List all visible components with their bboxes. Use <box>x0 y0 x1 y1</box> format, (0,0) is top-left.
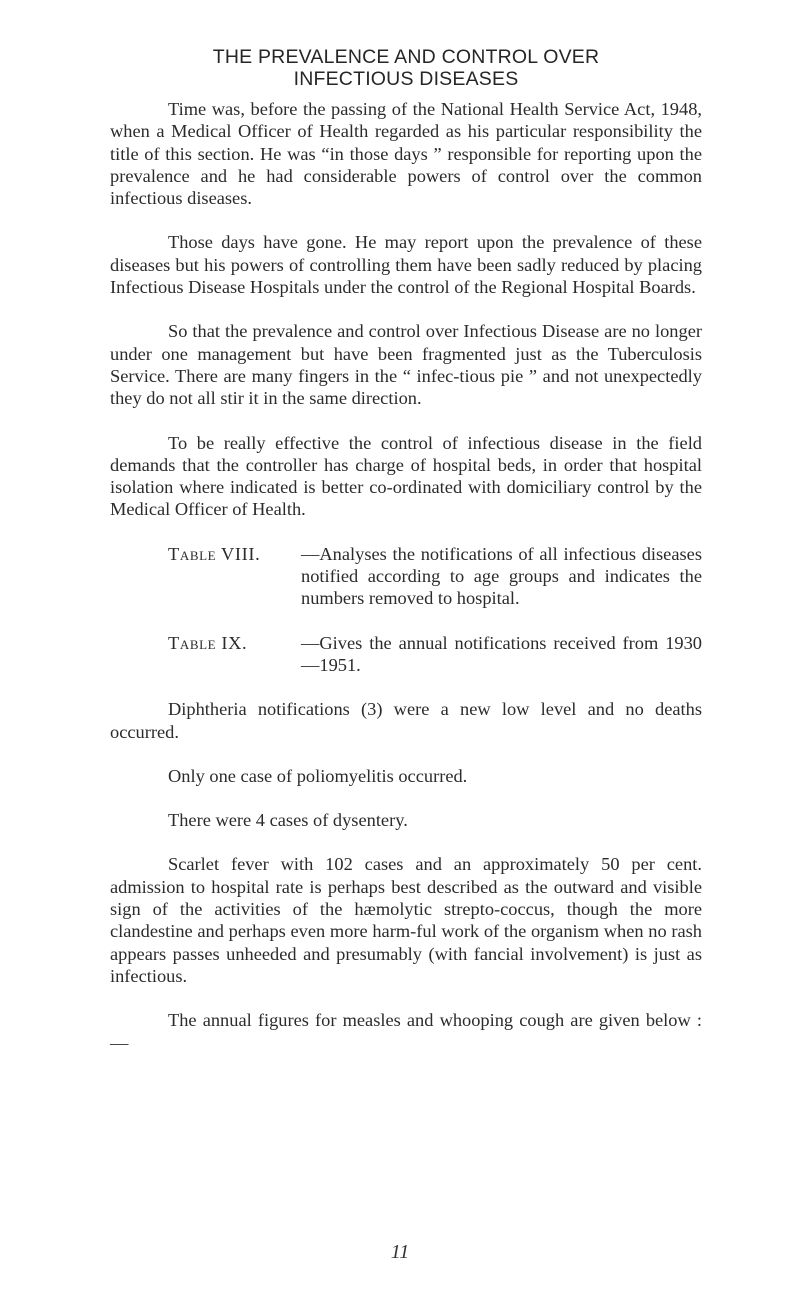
document-page <box>110 46 702 1054</box>
title-line-1: THE PREVALENCE AND CONTROL OVER <box>212 46 600 68</box>
paragraph-effective-control: To be really effective the control of infectious disease in the field demands that the controller has charge of hospital beds, in order that hospital isolation where indicated is better co-ordinated with domiciliary control by the Medical Officer of Health. <box>110 432 702 520</box>
paragraph-measles-whooping-cough: The annual figures for measles and whooping cough are given below :— <box>110 1010 702 1053</box>
table-viii-note <box>110 543 702 610</box>
page-number: 11 <box>390 1241 410 1263</box>
page-title <box>110 46 702 90</box>
title-line-2: INFECTIOUS DISEASES <box>293 68 519 90</box>
table-ix-text: —Gives the annual notifications received from 1930—1951. <box>301 632 702 675</box>
paragraph-time-was: Time was, before the passing of the National Health Service Act, 1948, when a Medical Officer of Health regarded as his particular responsibility the title of this section. He was “in those days ” responsible for reporting upon the prevalence and he had considerable powers of control over the common infectious diseases. <box>110 99 702 209</box>
paragraph-prevalence-control: So that the prevalence and control over Infectious Disease are no longer under one management but have been fragmented just as the Tuberculosis Service. There are many fingers in the “ infec-tious pie ” and not unexpectedly they do not all stir it in the same direction. <box>110 321 702 409</box>
paragraph-diphtheria: Diphtheria notifications (3) were a new low level and no deaths occurred. <box>110 699 702 742</box>
table-viii-label: Table VIII. <box>168 543 261 564</box>
table-ix-label: Table IX. <box>168 632 248 653</box>
paragraph-poliomyelitis: Only one case of poliomyelitis occurred. <box>168 765 468 786</box>
table-ix-note <box>110 632 702 677</box>
table-viii-text: —Analyses the notifications of all infectious diseases notified according to age groups and indicates the numbers removed to hospital. <box>301 543 702 609</box>
paragraph-those-days: Those days have gone. He may report upon the prevalence of these diseases but his powers of controlling them have been sadly reduced by placing Infectious Disease Hospitals under the control of the Regional Hospital Boards. <box>110 232 702 298</box>
paragraph-scarlet-fever: Scarlet fever with 102 cases and an approximately 50 per cent. admission to hospital rate is perhaps best described as the outward and visible sign of the activities of the hæmolytic strepto-coccus, though the more clandestine and perhaps even more harm-ful work of the organism when no rash appears passes unheeded and presumably (with fancial involvement) is just as infectious. <box>110 854 702 986</box>
paragraph-dysentery: There were 4 cases of dysentery. <box>168 810 408 831</box>
